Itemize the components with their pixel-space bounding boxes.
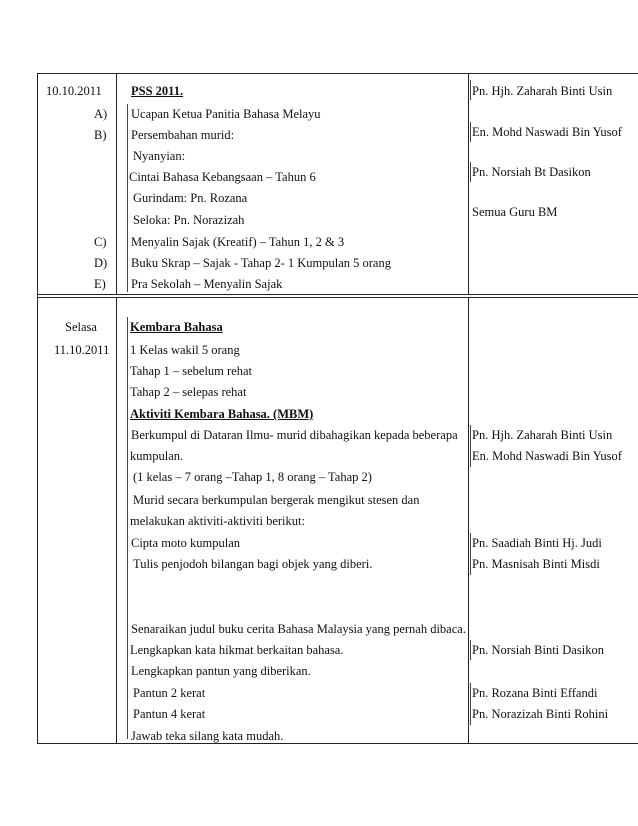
item-text: Pra Sekolah – Menyalin Sajak — [131, 277, 283, 291]
day-cell: Selasa — [65, 320, 97, 334]
detail-line: Tulis penjodoh bilangan bagi objek yang diberi. — [133, 557, 373, 571]
item-text: Buku Skrap – Sajak - Tahap 2- 1 Kumpulan 5 orang — [131, 256, 391, 270]
row-divider-inner — [37, 294, 638, 295]
text-margin-bar — [470, 80, 471, 100]
detail-line: Berkumpul di Dataran Ilmu- murid dibahagikan kepada beberapa — [131, 428, 458, 442]
person-name: Pn. Norsiah Bt Dasikon — [472, 165, 591, 179]
row-divider — [37, 297, 638, 298]
person-name: Semua Guru BM — [472, 205, 558, 219]
text-margin-bar — [470, 162, 471, 182]
detail-line: kumpulan. — [130, 449, 184, 463]
detail-line: Lengkapkan kata hikmat berkaitan bahasa. — [130, 643, 344, 657]
date-cell: 11.10.2011 — [54, 343, 110, 357]
text-margin-bar — [470, 122, 471, 142]
item-text: Menyalin Sajak (Kreatif) – Tahun 1, 2 & 3 — [131, 235, 345, 249]
activity-subtitle: Aktiviti Kembara Bahasa. (MBM) — [130, 407, 314, 421]
column-divider-person — [468, 73, 469, 294]
detail-line: Senaraikan judul buku cerita Bahasa Malaysia yang pernah dibaca. — [131, 622, 466, 636]
item-text: Gurindam: Pn. Rozana — [133, 191, 248, 205]
item-letter: B) — [94, 128, 107, 142]
item-text: Persembahan murid: — [131, 128, 235, 142]
detail-line: melakukan aktiviti-aktiviti berikut: — [130, 514, 305, 528]
person-name: Pn. Rozana Binti Effandi — [472, 686, 598, 700]
column-divider-date — [116, 297, 117, 743]
person-name: En. Mohd Naswadi Bin Yusof — [472, 449, 622, 463]
item-text: Ucapan Ketua Panitia Bahasa Melayu — [131, 107, 321, 121]
person-name: En. Mohd Naswadi Bin Yusof — [472, 125, 622, 139]
detail-line: Tahap 2 – selepas rehat — [130, 385, 247, 399]
person-name: Pn. Hjh. Zaharah Binti Usin — [472, 84, 613, 98]
detail-line: Murid secara berkumpulan bergerak mengikut stesen dan — [133, 493, 420, 507]
detail-line: Pantun 4 kerat — [133, 707, 206, 721]
text-margin-bar — [470, 425, 471, 467]
detail-line: Pantun 2 kerat — [133, 686, 206, 700]
item-text: Cintai Bahasa Kebangsaan – Tahun 6 — [129, 170, 316, 184]
item-letter: E) — [94, 277, 106, 291]
person-name: Pn. Norazizah Binti Rohini — [472, 707, 609, 721]
item-letter: C) — [94, 235, 107, 249]
date-cell: 10.10.2011 — [46, 84, 102, 98]
detail-line: 1 Kelas wakil 5 orang — [130, 343, 240, 357]
detail-line: (1 kelas – 7 orang –Tahap 1, 8 orang – Tahap 2) — [133, 470, 372, 484]
item-letter: A) — [94, 107, 108, 121]
person-name: Pn. Hjh. Zaharah Binti Usin — [472, 428, 613, 442]
text-margin-bar — [470, 683, 471, 725]
detail-line: Lengkapkan pantun yang diberikan. — [131, 664, 311, 678]
text-margin-bar — [470, 640, 471, 660]
text-margin-bar — [470, 533, 471, 575]
column-divider-date — [116, 73, 117, 294]
item-text: Nyanyian: — [133, 149, 186, 163]
column-divider-person — [468, 297, 469, 743]
table-top-border — [37, 73, 638, 74]
event-title: Kembara Bahasa — [130, 320, 223, 334]
item-text: Seloka: Pn. Norazizah — [133, 213, 245, 227]
text-margin-bar — [127, 104, 128, 292]
detail-line: Jawab teka silang kata mudah. — [131, 729, 284, 743]
detail-line: Cipta moto kumpulan — [131, 536, 241, 550]
detail-line: Tahap 1 – sebelum rehat — [130, 364, 252, 378]
person-name: Pn. Saadiah Binti Hj. Judi — [472, 536, 602, 550]
person-name: Pn. Norsiah Binti Dasikon — [472, 643, 604, 657]
person-name: Pn. Masnisah Binti Misdi — [472, 557, 600, 571]
event-title: PSS 2011. — [131, 84, 184, 98]
item-letter: D) — [94, 256, 108, 270]
text-margin-bar — [127, 317, 128, 739]
